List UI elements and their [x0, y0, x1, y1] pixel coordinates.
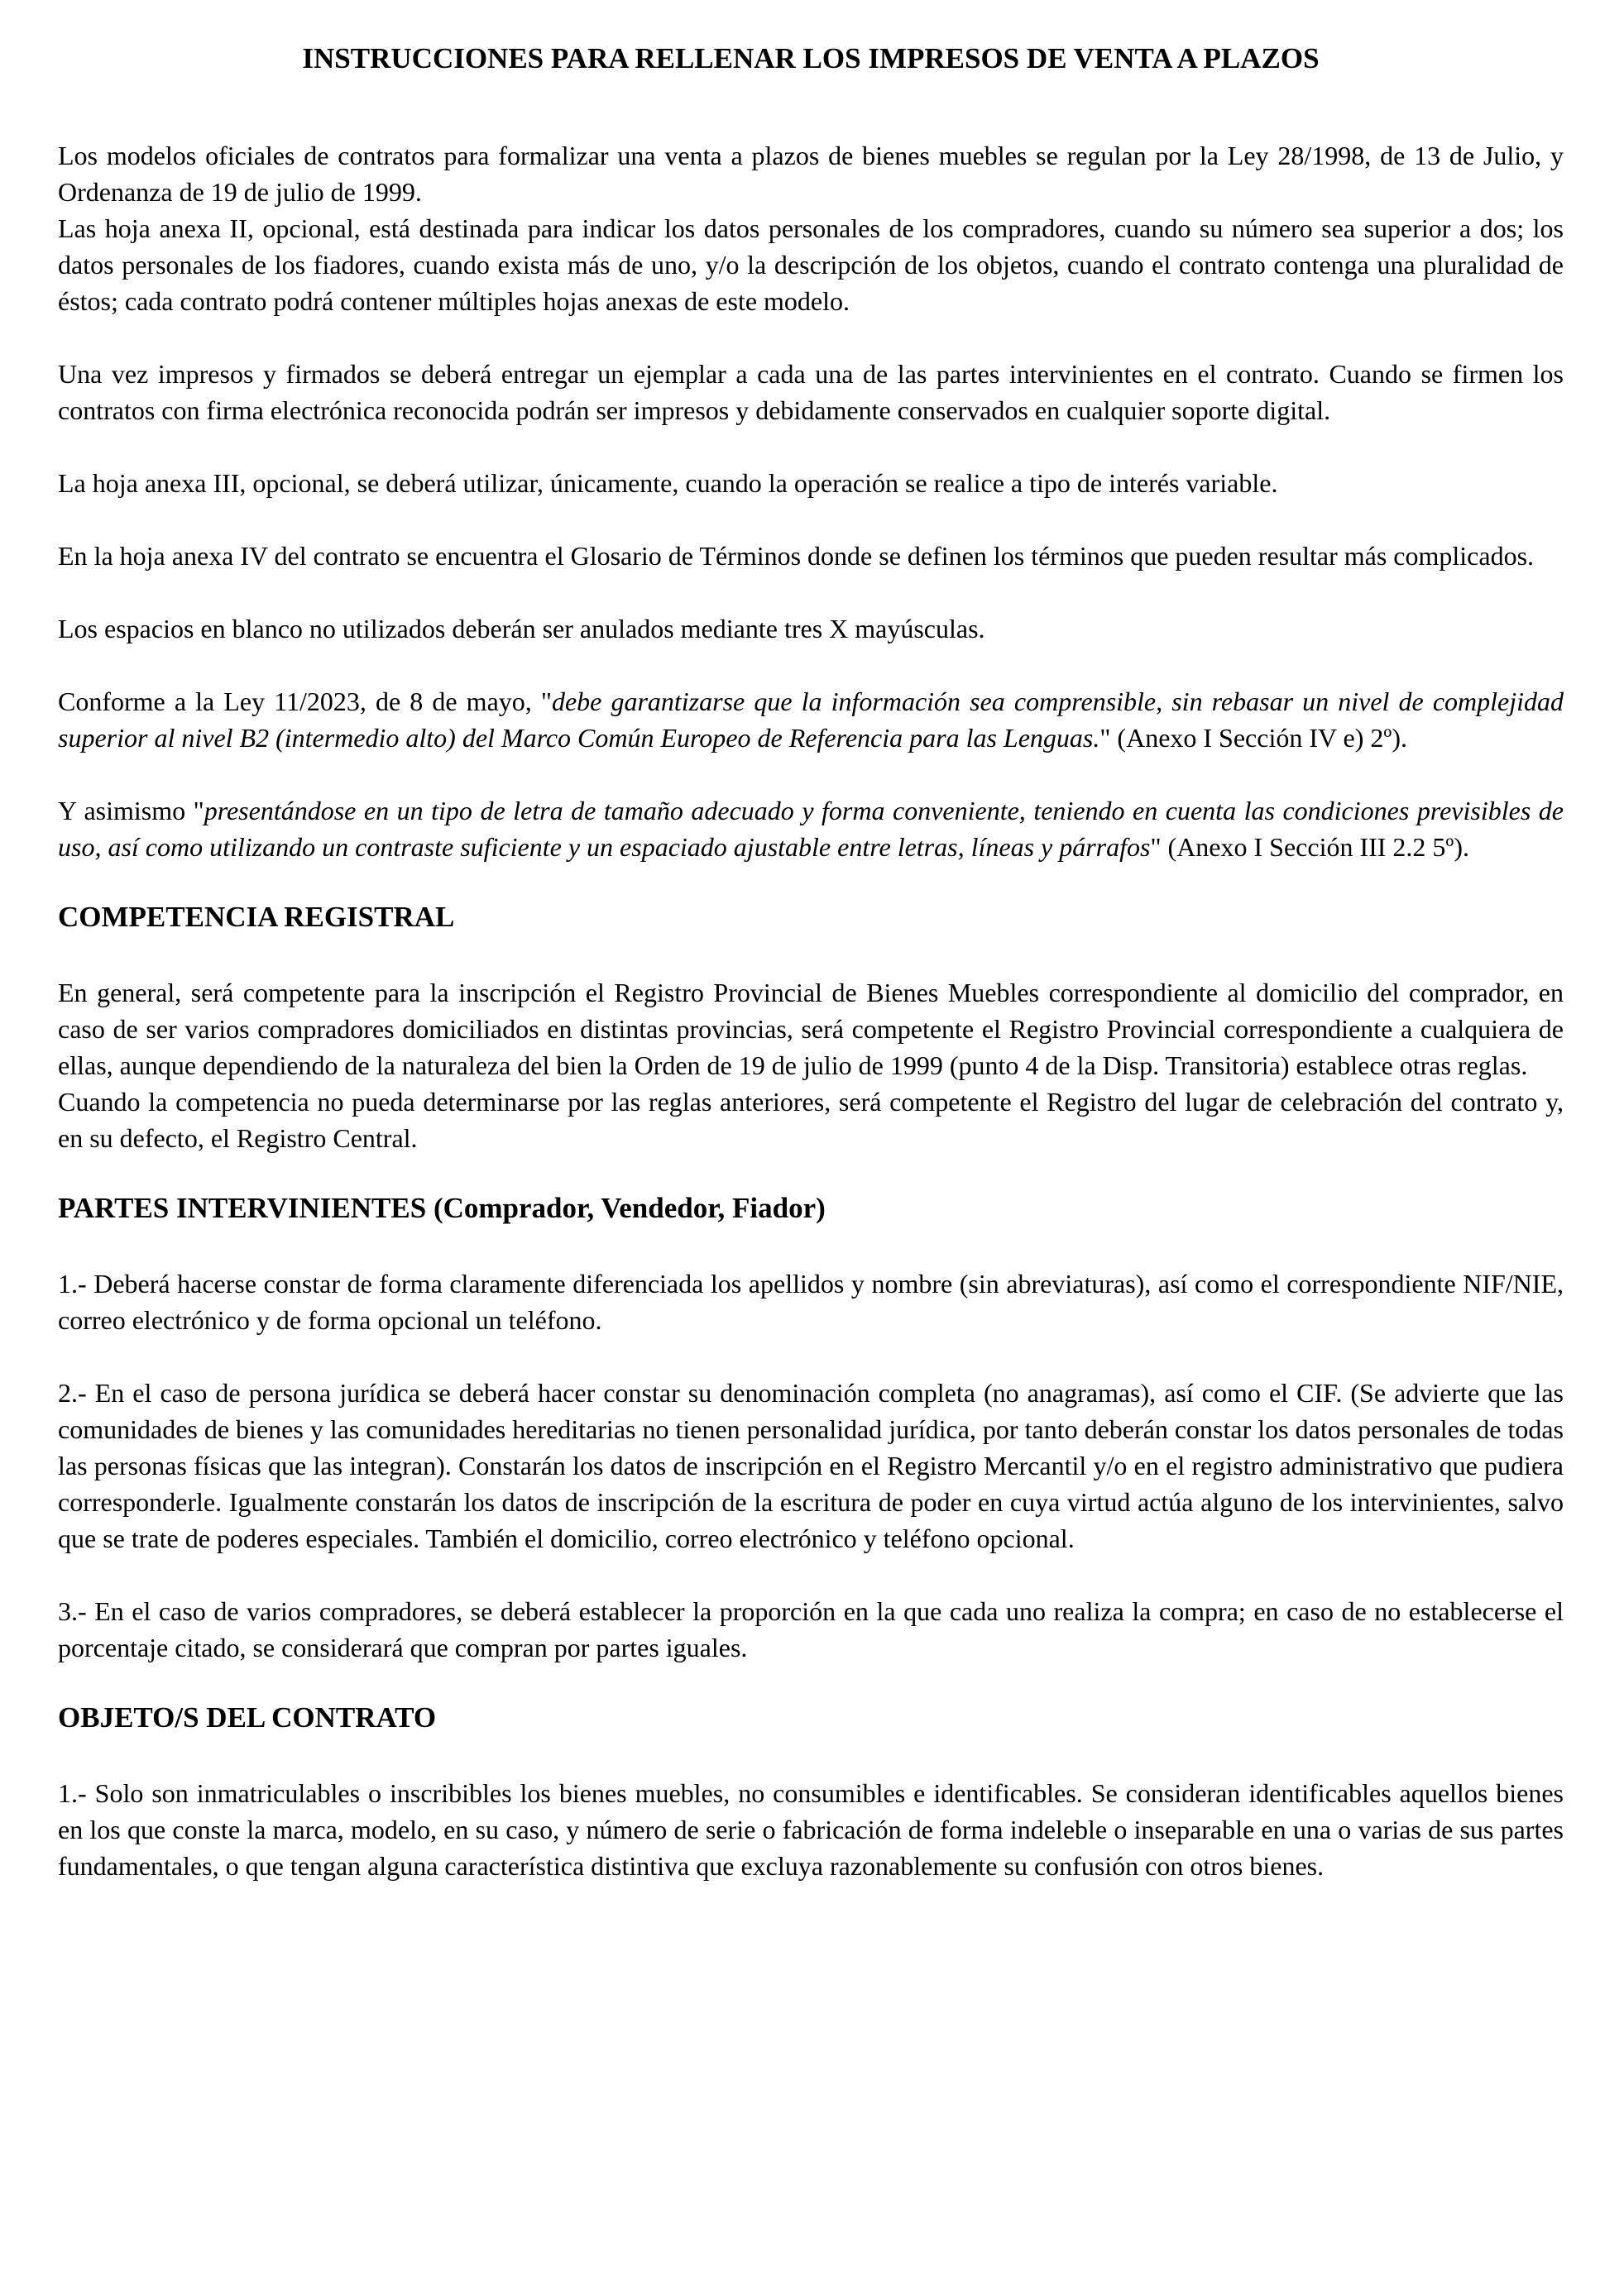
paragraph-annex2: Las hoja anexa II, opcional, está destinada para indicar los datos personales de los compradores, cuando su número sea superior a dos; los datos personales de los fiadores, cuando exista más de uno, y/o la descripción de los objetos, cuando el contrato contenga una pluralidad de éstos; cada contrato podrá contener múltiples hojas anexas de este modelo.	[58, 213, 1564, 316]
paragraph-blank-spaces: Los espacios en blanco no utilizados deberán ser anulados mediante tres X mayúsculas.	[58, 614, 985, 643]
quoted-italic-text-comprensible: debe garantizarse que la información sea comprensible, sin rebasar un nivel de complejidad superior al nivel B2 (intermedio alto) del Marco Común Europeo de Referencia para las Lenguas.	[58, 686, 1564, 753]
quote-tail-text: " (Anexo I Sección IV e) 2º).	[1099, 723, 1407, 753]
quoted-italic-text-tipografia: presentándose en un tipo de letra de tamaño adecuado y forma conveniente, teniendo en cuenta las condiciones previsibles de uso, así como utilizando un contraste suficiente y un espaciado ajustable entre letras, líneas y párrafos	[58, 796, 1564, 862]
paragraph-partes-3: 3.- En el caso de varios compradores, se deberá establecer la proporción en la que cada uno realiza la compra; en caso de no establecerse el porcentaje citado, se considerará que compran por partes iguales.	[58, 1596, 1564, 1662]
paragraph-partes-2: 2.- En el caso de persona jurídica se deberá hacer constar su denominación completa (no anagramas), así como el CIF. (Se advierte que las comunidades de bienes y las comunidades hereditarias no tienen personalidad jurídica, por tanto deberán constar los datos personales de todas las personas físicas que las integran). Constarán los datos de inscripción en el Registro Mercantil y/o en el registro administrativo que pudiera corresponderle. Igualmente constarán los datos de inscripción de la escritura de poder en cuya virtud actúa alguno de los intervinientes, salvo que se trate de poderes especiales. También el domicilio, correo electrónico y teléfono opcional.	[58, 1378, 1564, 1553]
paragraph-copies: Una vez impresos y firmados se deberá entregar un ejemplar a cada una de las partes intervinientes en el contrato. Cuando se firmen los contratos con firma electrónica reconocida podrán ser impresos y debidamente conservados en cualquier soporte digital.	[58, 359, 1564, 425]
quote-lead-text: Y asimismo "	[58, 796, 204, 825]
paragraph-intro-law: Los modelos oficiales de contratos para formalizar una venta a plazos de bienes muebles se regulan por la Ley 28/1998, de 13 de Julio, y Ordenanza de 19 de julio de 1999.	[58, 141, 1564, 207]
quote-lead-text: Conforme a la Ley 11/2023, de 8 de mayo, "	[58, 686, 552, 716]
document-title: INSTRUCCIONES PARA RELLENAR LOS IMPRESOS DE VENTA A PLAZOS	[302, 42, 1320, 74]
section-heading-partes-intervinientes: PARTES INTERVINIENTES (Comprador, Vendedor, Fiador)	[58, 1192, 826, 1224]
paragraph-law-quote-tipografia	[58, 792, 1564, 865]
paragraph-annex3: La hoja anexa III, opcional, se deberá utilizar, únicamente, cuando la operación se realice a tipo de interés variable.	[58, 468, 1278, 498]
paragraph-competencia-general: En general, será competente para la inscripción el Registro Provincial de Bienes Muebles correspondiente al domicilio del comprador, en caso de ser varios compradores domiciliados en distintas provincias, será competente el Registro Provincial correspondiente a cualquiera de ellas, aunque dependiendo de la naturaleza del bien la Orden de 19 de julio de 1999 (punto 4 de la Disp. Transitoria) establece otras reglas.	[58, 978, 1564, 1080]
paragraph-law-quote-comprensible	[58, 683, 1564, 756]
paragraph-objeto-1: 1.- Solo son inmatriculables o inscribibles los bienes muebles, no consumibles e identificables. Se consideran identificables aquellos bienes en los que conste la marca, modelo, en su caso, y número de serie o fabricación de forma indeleble o inseparable en una o varias de sus partes fundamentales, o que tengan alguna característica distintiva que excluya razonablemente su confusión con otros bienes.	[58, 1778, 1564, 1881]
section-heading-competencia-registral: COMPETENCIA REGISTRAL	[58, 901, 455, 933]
paragraph-competencia-registro-central: Cuando la competencia no pueda determinarse por las reglas anteriores, será competente el Registro del lugar de celebración del contrato y, en su defecto, el Registro Central.	[58, 1087, 1564, 1153]
quote-tail-text: " (Anexo I Sección III 2.2 5º).	[1150, 832, 1469, 862]
paragraph-partes-1: 1.- Deberá hacerse constar de forma claramente diferenciada los apellidos y nombre (sin abreviaturas), así como el correspondiente NIF/NIE, correo electrónico y de forma opcional un teléfono.	[58, 1269, 1564, 1335]
section-heading-objeto-contrato: OBJETO/S DEL CONTRATO	[58, 1701, 437, 1734]
paragraph-annex4: En la hoja anexa IV del contrato se encuentra el Glosario de Términos donde se definen los términos que pueden resultar más complicados.	[58, 541, 1535, 571]
